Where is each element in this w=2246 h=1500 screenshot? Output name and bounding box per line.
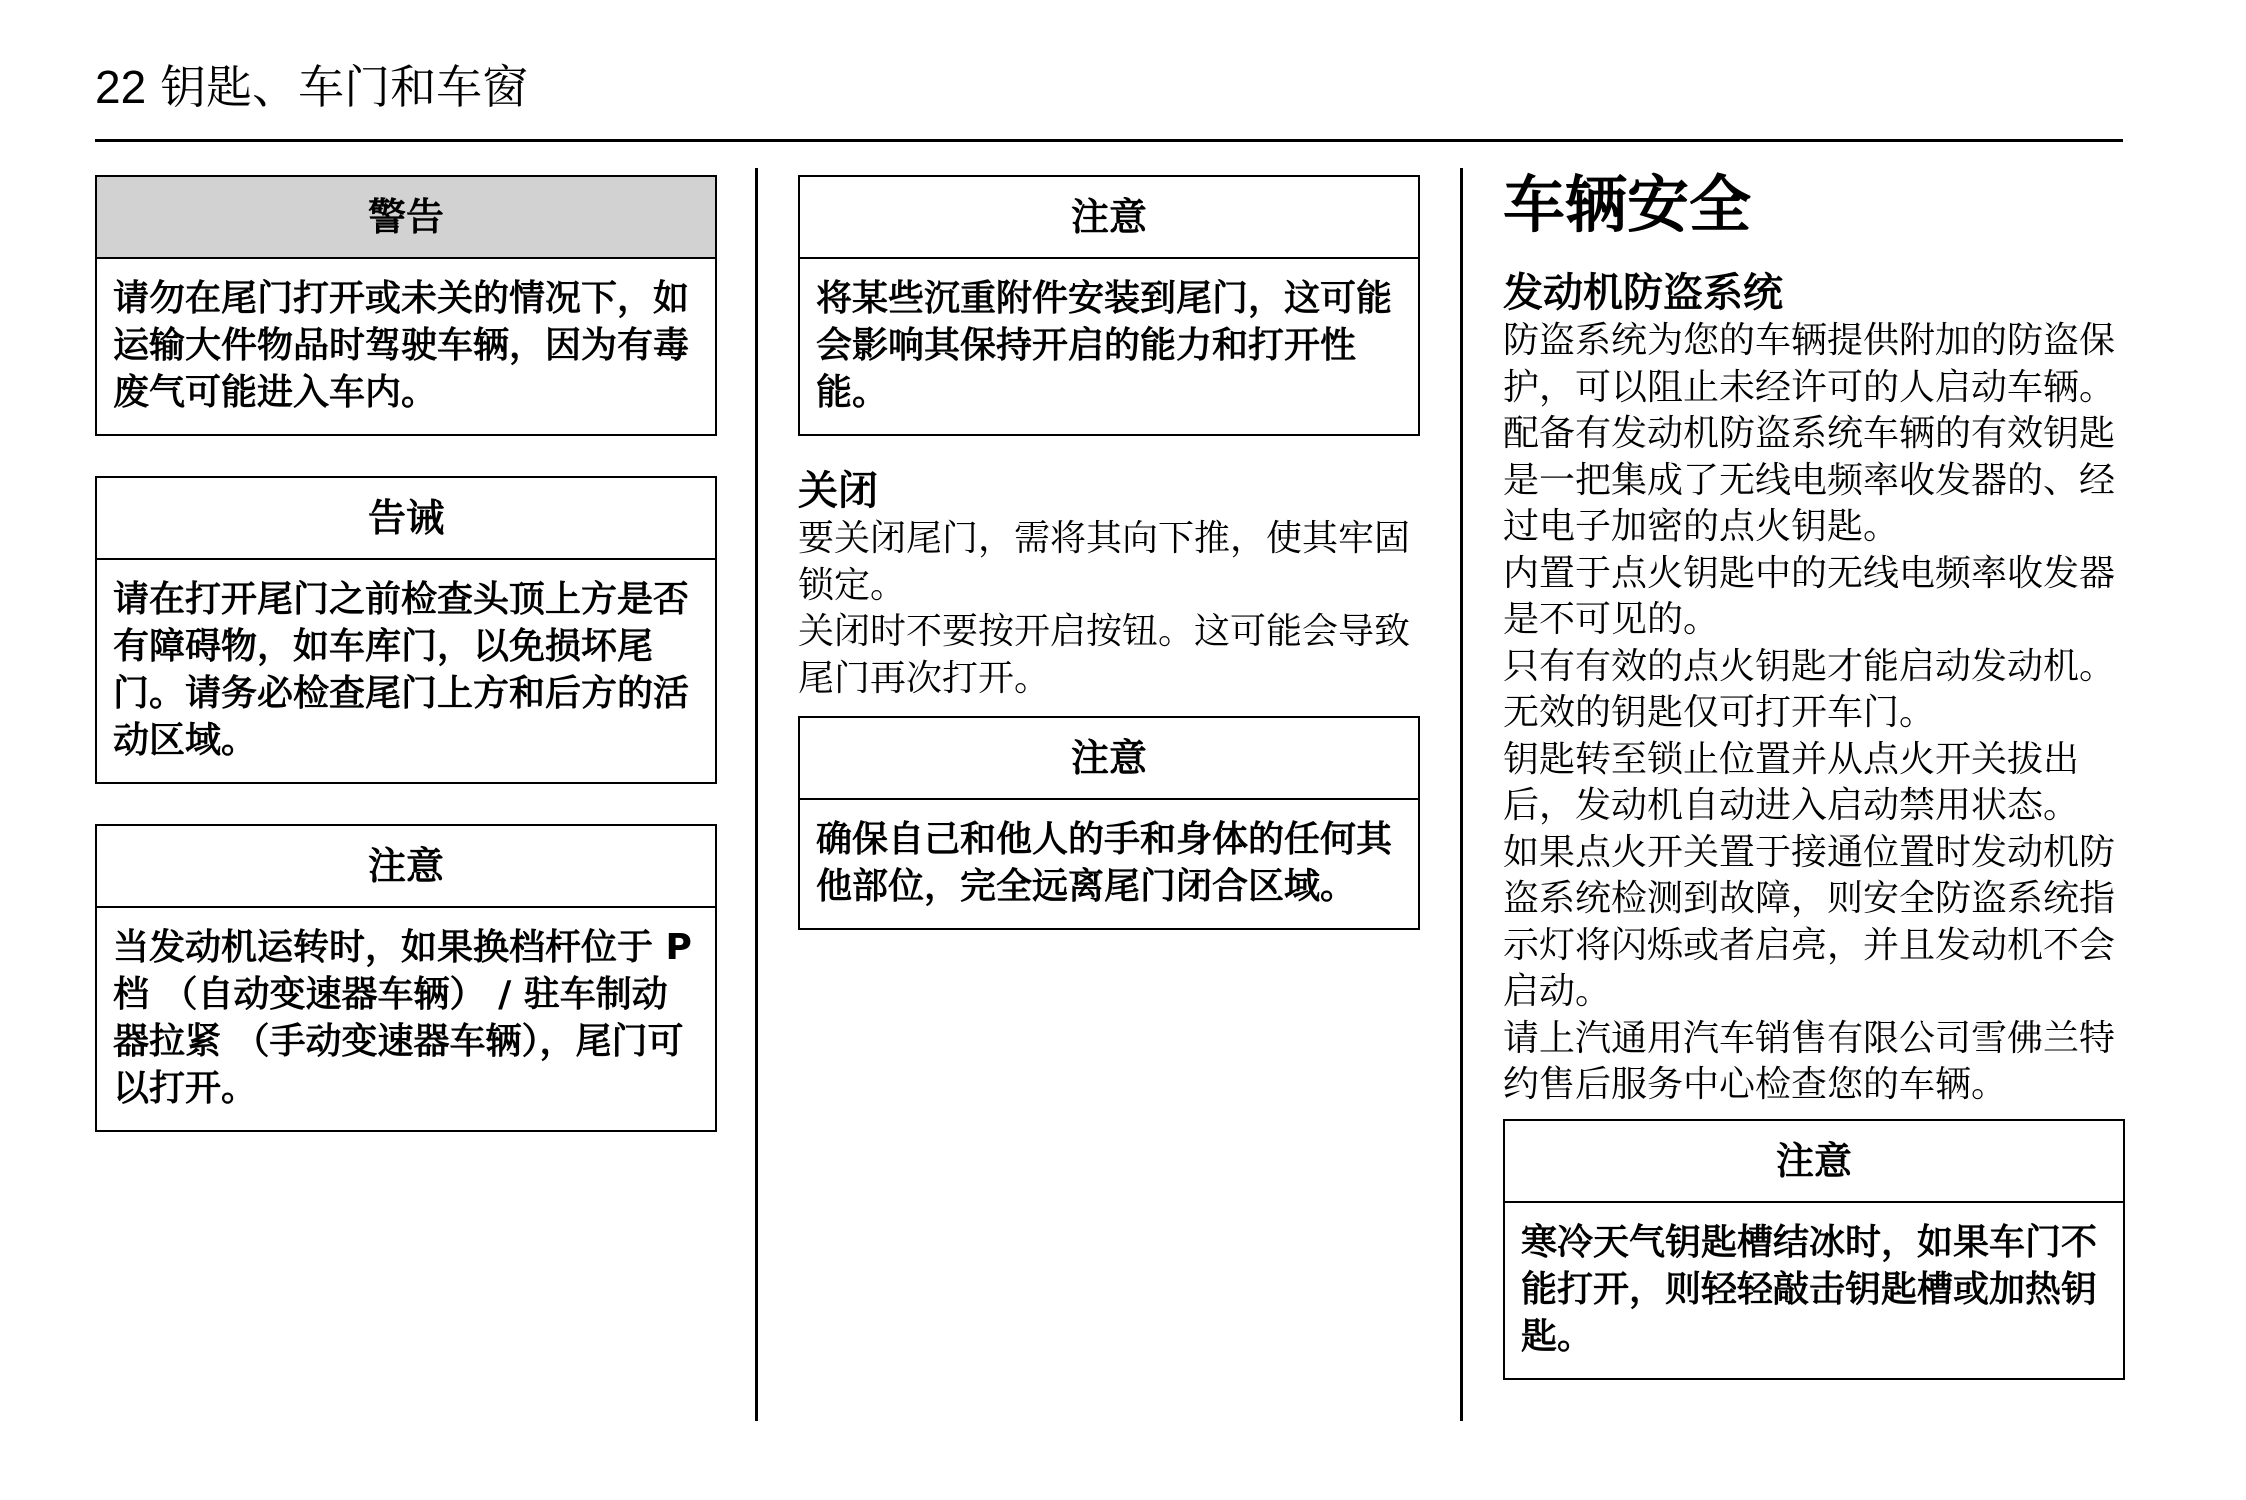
paragraph: 防盗系统为您的车辆提供附加的防盗保护，可以阻止未经许可的人启动车辆。配备有发动机防盗系统车辆的有效钥匙是一把集成了无线电频率收发器的、经过电子加密的点火钥匙。 — [1503, 320, 2116, 547]
caution-title: 告诫 — [97, 478, 715, 560]
paragraph: 无效的钥匙仅可打开车门。 — [1503, 692, 1936, 733]
notice-text: 确保自己和他人的手和身体的任何其他部位，完全远离尾门闭合区域。 — [816, 819, 1393, 907]
warning-title: 警告 — [97, 177, 715, 259]
column-middle — [798, 175, 1420, 970]
caution-text: 请在打开尾门之前检查头顶上方是否有障碍物，如车库门，以免损坏尾门。请务必检查尾门上方和后方的活动区域。 — [113, 579, 690, 761]
paragraph: 要关闭尾门，需将其向下推，使其牢固锁定。 — [798, 518, 1411, 606]
paragraph: 关闭时不要按开启按钮。这可能会导致尾门再次打开。 — [798, 611, 1411, 699]
notice-box — [1503, 1119, 2125, 1380]
column-divider-2 — [1460, 168, 1463, 1421]
notice-title: 注意 — [800, 718, 1418, 800]
notice-title: 注意 — [1505, 1121, 2123, 1203]
warning-text: 请勿在尾门打开或未关的情况下，如运输大件物品时驾驶车辆，因为有毒废气可能进入车内。 — [113, 278, 690, 413]
notice-title: 注意 — [97, 826, 715, 908]
header-rule — [95, 139, 2123, 142]
column-left — [95, 175, 717, 1172]
page-number: 22 — [95, 61, 147, 113]
section-heading: 车辆安全 — [1503, 168, 1752, 241]
subsection-heading: 发动机防盗系统 — [1503, 270, 1783, 316]
notice-box — [798, 716, 1420, 930]
notice-text: 当发动机运转时，如果换档杆位于 P 档 （自动变速器车辆） / 驻车制动器拉紧 （手动变速器车辆），尾门可以打开。 — [113, 927, 692, 1109]
paragraph: 如果点火开关置于接通位置时发动机防盗系统检测到故障，则安全防盗系统指示灯将闪烁或者启亮，并且发动机不会启动。 — [1503, 831, 2116, 1012]
paragraph: 钥匙转至锁止位置并从点火开关拔出后，发动机自动进入启动禁用状态。 — [1503, 738, 2080, 826]
section-title: 钥匙、车门和车窗 — [160, 60, 529, 114]
warning-box — [95, 175, 717, 436]
notice-text: 寒冷天气钥匙槽结冰时，如果车门不能打开，则轻轻敲击钥匙槽或加热钥匙。 — [1521, 1221, 2098, 1357]
column-right — [1503, 168, 2125, 1420]
notice-title: 注意 — [800, 177, 1418, 259]
caution-box — [95, 476, 717, 784]
notice-text: 将某些沉重附件安装到尾门，这可能会影响其保持开启的能力和打开性能。 — [816, 278, 1393, 413]
paragraph: 只有有效的点火钥匙才能启动发动机。 — [1503, 645, 2116, 687]
notice-box — [798, 175, 1420, 436]
notice-box — [95, 824, 717, 1132]
paragraph: 请上汽通用汽车销售有限公司雪佛兰特约售后服务中心检查您的车辆。 — [1503, 1017, 2116, 1105]
close-heading: 关闭 — [798, 468, 878, 514]
paragraph: 内置于点火钥匙中的无线电频率收发器是不可见的。 — [1503, 552, 2116, 640]
column-divider-1 — [755, 168, 758, 1421]
page-header — [95, 60, 529, 114]
